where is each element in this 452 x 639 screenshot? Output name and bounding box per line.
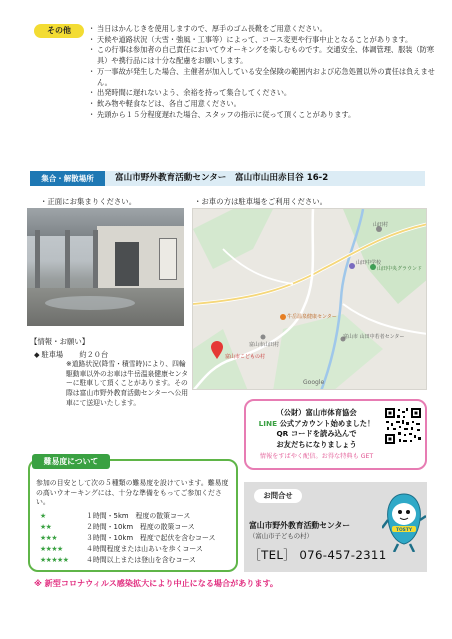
sonota-tag: その他 <box>34 24 84 38</box>
sonota-item: ・ 当日はかんじきを使用しますので、厚手のゴム長靴をご用意ください。 <box>90 24 435 35</box>
map-google-logo: Google <box>303 379 325 386</box>
map-label: 山田中学校 <box>356 260 382 266</box>
covid-notice: ※ 新型コロナウィルス感染拡大により中止になる場合があります。 <box>34 578 279 588</box>
info-title: 【情報・お願い】 <box>30 337 90 346</box>
difficulty-text: ２時間・10km 程度の散策コース <box>86 523 195 531</box>
difficulty-text: ３時間・10km 程度で起伏を含むコース <box>86 534 216 542</box>
contact-name: 富山市野外教育活動センター <box>249 521 351 530</box>
map-graphic <box>193 209 427 390</box>
diamond-icon: ◆ <box>34 350 40 359</box>
difficulty-box <box>28 459 238 572</box>
line-account-box <box>244 399 427 470</box>
difficulty-intro: 参加の目安として次の５種類の難易度を設けています。難易度の高いウオーキングには、十分な準備をもってご参加ください。 <box>36 479 229 507</box>
map-label: 富山市山田村 <box>249 342 280 348</box>
info-notes: ※道路状況(降雪・積雪時)により、四輪駆動車以外のお車は牛岳温泉健康センターに駐車して頂くことがあります。その際は富山市野外教育活動センターへ公用車にて送迎いたします。 <box>66 360 189 407</box>
contact-tel[interactable]: ［TEL］ 076-457-2311 <box>249 548 387 562</box>
line-friend-text: お友だちになりましょう <box>276 439 357 449</box>
sonota-item: ・ 出発時間に遅れないよう、余裕を持って集合してください。 <box>90 88 435 99</box>
difficulty-text: １時間・5km 程度の散策コース <box>86 512 191 520</box>
parking-label: 駐車場 <box>41 350 64 359</box>
line-announce-rest: 公式アカウント始めました！ <box>277 418 375 428</box>
location-map[interactable] <box>192 208 427 390</box>
meeting-place: 富山市野外教育活動センター 富山市山田赤目谷 16-2 <box>115 173 329 183</box>
difficulty-row <box>40 512 236 521</box>
map-label: 山田村 <box>373 222 389 228</box>
map-label: 牛岳温泉健康センター <box>287 314 337 320</box>
star-icon: ★★★ <box>40 534 58 542</box>
difficulty-text: ４時間以上または登山を含むコース <box>86 556 196 564</box>
star-icon: ★★★★ <box>40 545 63 553</box>
sonota-item: ・ 万一事故が発生した場合、主催者が加入している安全保険の範囲内および応急処置以外の責任は負えません。 <box>90 67 435 88</box>
line-org: （公財）富山市体育協会 <box>276 408 357 417</box>
mascot-label: TOSTY <box>395 528 413 533</box>
parking-value: 約２０台 <box>79 350 109 359</box>
sonota-item: ・ 天候や道路状況（大雪・強風・工事等）によって、コース変更や行事中止となることがあります。 <box>90 35 435 46</box>
difficulty-row <box>40 545 236 554</box>
line-sub: 情報をすばやく配信。お得な特典も GET <box>259 453 374 460</box>
map-label: 富山市 山田中若者センター <box>343 334 405 340</box>
line-announce <box>254 419 379 430</box>
meeting-note-front: ・正面にお集まりください。 <box>40 197 137 206</box>
sonota-item: ・ この行事は参加者の自己責任においてウオーキングを楽しむものです。交通安全、体調管理、服装（防寒具）や携行品には十分な配慮をお願いします。 <box>90 45 435 66</box>
difficulty-row <box>40 534 236 543</box>
line-text <box>254 408 379 450</box>
map-label: 山田中央グラウンド <box>377 266 423 272</box>
contact-sub: （富山市子どもの村） <box>249 532 313 540</box>
contact-tag: お問合せ <box>254 489 302 503</box>
difficulty-tag: 難易度について <box>32 454 110 469</box>
mascot-icon <box>382 490 426 552</box>
contact-box <box>244 482 427 572</box>
star-icon: ★★★★★ <box>40 556 69 564</box>
sonota-item: ・ 先頭から１５分程度遅れた場合、スタッフの指示に従って頂くことがあります。 <box>90 110 435 121</box>
meeting-tag: 集合・解散場所 <box>30 171 105 186</box>
info-parking <box>34 350 108 360</box>
qr-code-icon[interactable] <box>384 407 422 445</box>
difficulty-row <box>40 556 236 565</box>
difficulty-text: ４時間程度または山あいを歩くコース <box>86 545 203 553</box>
difficulty-row <box>40 523 236 532</box>
sonota-list <box>90 24 435 120</box>
sonota-item: ・ 飲み物や軽食などは、各自ご用意ください。 <box>90 99 435 110</box>
line-logo-text: LINE <box>258 418 278 428</box>
building-photo <box>27 208 184 326</box>
star-icon: ★ <box>40 512 46 520</box>
meeting-note-parking: ・お車の方は駐車場をご利用ください。 <box>194 197 328 206</box>
line-qr-instruction: QR コードを読み込んで <box>276 429 357 438</box>
star-icon: ★★ <box>40 523 52 531</box>
map-label: 富山市こどもの村 <box>225 354 266 360</box>
